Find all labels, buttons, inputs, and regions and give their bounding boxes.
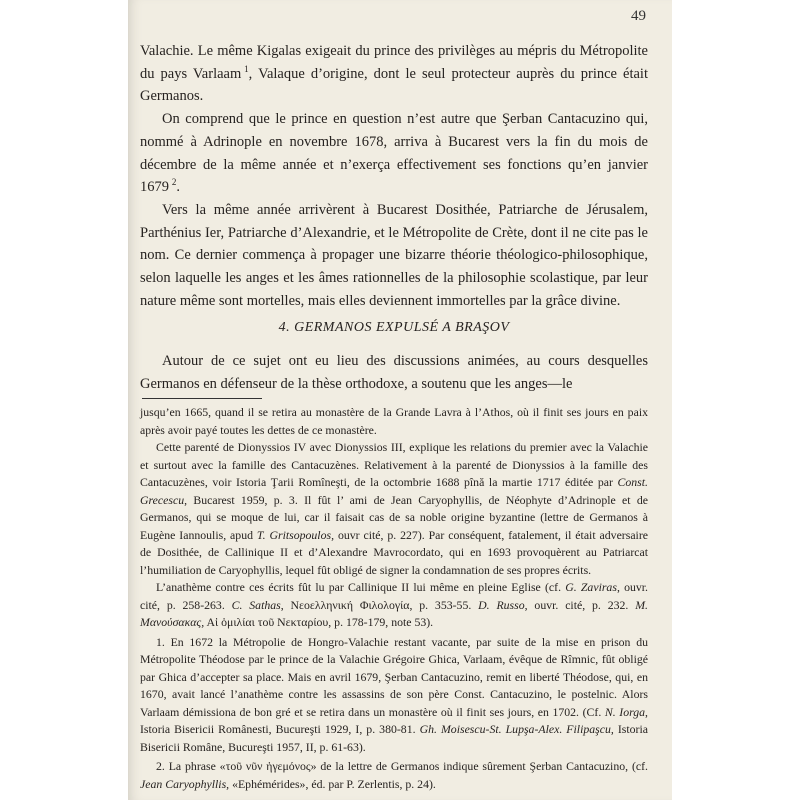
section-heading: 4. GERMANOS EXPULSÉ A BRAŞOV — [278, 320, 510, 335]
paragraph-2-end: . — [176, 179, 181, 196]
footnote-text: , Bucarest 1959, p. 3. Il fût l’ ami de Jean Caryophyllis, de Néophyte d’Adrinople et de Germanos, qui se moque de lui, car il faisait cas de sa noble origine byzantine (lettre de Germanos à Eugène Iannoulis, apud — [140, 492, 648, 542]
footnote-continuation: jusqu’en 1665, quand il se retira au monastère de la Grande Lavra à l’Athos, où il finit ses jours en paix après avoir payé toutes les dettes de ce monastère. — [140, 405, 648, 437]
page-number: 49 — [631, 8, 646, 24]
footnote-ref-1: 1 — [244, 63, 249, 74]
paragraph-2-text: On comprend que le prince en question n’est autre que Şerban Cantacuzino qui, nommé à Adrinople en novembre 1678, arriva à Bucarest vers la fin du mois de décembre de la même année et n’exerça effectivement ses fonctions qu’en janvier 1679 — [140, 111, 648, 196]
footnote-ref-2: 2 — [171, 177, 177, 188]
footnote-2 — [140, 758, 648, 793]
footnote-text: Istoria Bisericii Române, Bucureşti 1957, II, p. 61-63). — [140, 722, 648, 754]
footnote-text: Cette parenté de Dionyssios IV avec Dionyssios III, explique les relations du premier avec la Valachie et surtout avec la famille des Cantacuzènes. Relativement à la parenté de Dionyssios à la famille des Cantacuzènes, voir Istoria Ţarii Romîneşti, de la octombrie 1688 pînă la martie 1717 éditée par — [140, 440, 648, 489]
footnote-text: «Ephémérides», éd. par P. Zerlentis, p. 24). — [229, 776, 436, 791]
book-page — [128, 0, 672, 800]
footnote-author: N. Iorga — [604, 704, 646, 719]
footnote-author: Gh. Moisescu-St. Lupşa-Alex. Filipaşcu, — [419, 722, 614, 736]
paragraph-2 — [140, 108, 648, 199]
footnote-paragraph-3 — [140, 579, 648, 632]
footnote-text: 1. En 1672 la Métropolie de Hongro-Valachie restant vacante, par suite de la mise en prison du Métropolite Théodose par le prince de la Valachie Grégoire Ghica, Varlaam, évêque de Rîmnic, fût obligé par Ghica d’accepter sa place. Mais en avril 1679, Şerban Cantacuzino, remit en liberté Théodose, qui, en 1670, avait lancé l’anathème contre les assassins de son père Const. Cantacuzino, le postelnic. Alors Varlaam démissiona de bon gré et se retira dans un monastère où il finit ses jours, en 1702. (Cf. — [140, 634, 648, 719]
footnote-text: 2. La phrase «τοῦ νῦν ἡγεμόνος» de la lettre de Germanos indique sûrement Şerban Cantacuzino, (cf. — [156, 759, 648, 773]
paragraph-3: Vers la même année arrivèrent à Bucarest Dosithée, Patriarche de Jérusalem, Parthénius Ier, Patriarche d’Alexandrie, et le Métropolite de Crète, dont il ne cite pas le nom. Ce dernier commença à propager une bizarre théorie théologico-philosophique, selon laquelle les anges et les âmes rationnelles de la philosophie scolastique, par leur nature même sont mortelles, mais elles deviennent immortelles par la grâce divine. — [140, 201, 648, 309]
footnote-text: , ouvr. cité, p. 232. — [524, 597, 636, 612]
footnote-author: Jean Caryophyllis, — [140, 776, 230, 791]
footnote-text: , Istoria Bisericii Românesti, Bucureşti 1929, I, p. 380-81. — [140, 704, 648, 736]
footnote-text: ouvr cité, p. 227). Par conséquent, fatalement, il était adversaire de Dosithée, de Callinique II et d’Alexandre Mavrocordato, qui en 1693 provoquèrent au Patriarcat l’humiliation de Caryophyllis, lequel fût obligé de signer la condamnation de ses propres écrits. — [140, 527, 648, 577]
body-text — [140, 40, 648, 312]
footnote-divider — [142, 398, 262, 399]
footnote-author: G. Zaviras — [565, 580, 617, 594]
footnote-text: , Νεοελληνική Φιλολογία, p. 353-55. — [280, 597, 479, 612]
footnote-author: C. Sathas — [231, 597, 281, 612]
footnote-author: M. Μανούσακας, — [140, 597, 648, 629]
footnotes — [140, 404, 648, 793]
section-body — [140, 350, 648, 395]
footnote-author: D. Russo — [478, 597, 525, 612]
footnote-text: , ouvr. cité, p. 258-263. — [140, 580, 648, 612]
footnote-author: T. Gritsopoulos, — [256, 527, 335, 542]
paragraph-1-text: Valachie. Le même Kigalas exigeait du prince des privilèges au mépris du Métropolite du pays Varlaam — [140, 43, 648, 82]
footnote-text: L’anathème contre ces écrits fût lu par Callinique II lui même en pleine Eglise (cf. — [156, 580, 566, 594]
section-paragraph-1: Autour de ce sujet ont eu lieu des discussions animées, au cours desquelles Germanos en défenseur de la thèse orthodoxe, a soutenu que les anges—le — [140, 353, 648, 392]
paragraph-1-end: , Valaque d’origine, dont le seul protecteur auprès du prince était Germanos. — [140, 65, 648, 105]
footnote-1 — [140, 634, 648, 757]
footnote-author: Const. Grecescu — [140, 475, 648, 507]
footnote-paragraph-2 — [140, 439, 648, 579]
footnote-text: Αἱ ὁμιλίαι τοῦ Νεκταρίου, p. 178-179, note 53). — [204, 615, 434, 629]
paragraph-1 — [140, 40, 648, 108]
